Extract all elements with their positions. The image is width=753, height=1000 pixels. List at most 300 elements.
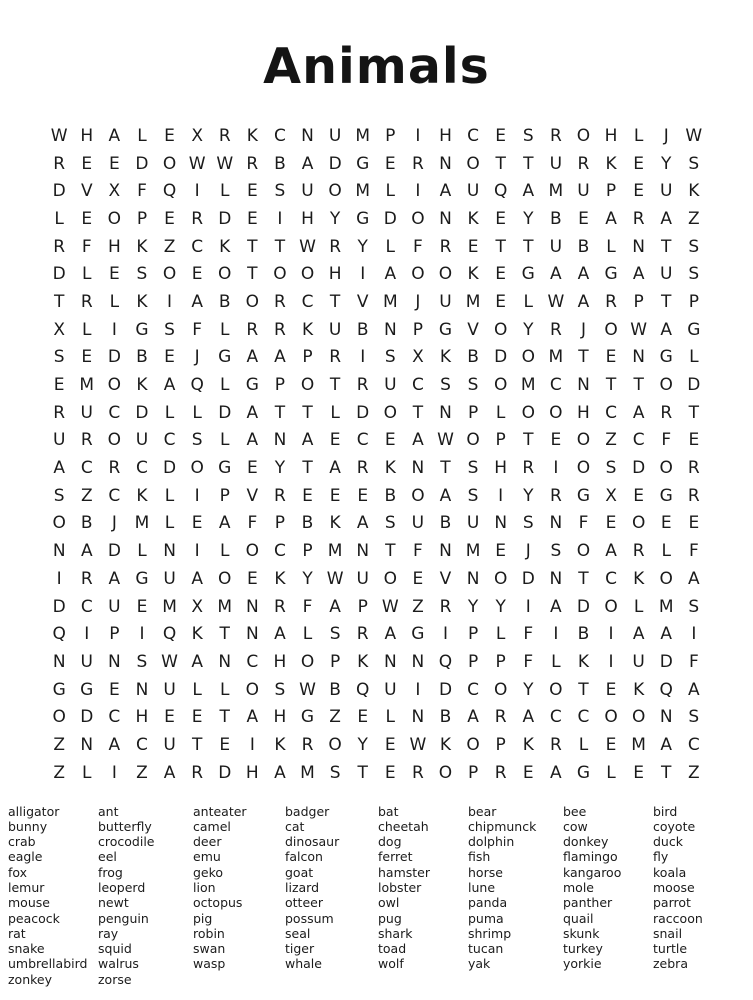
grid-letter: S: [688, 707, 700, 728]
grid-letter: N: [466, 568, 480, 589]
grid-letter: F: [137, 181, 147, 202]
grid-letter: W: [161, 651, 178, 672]
word-list-item: toad: [378, 941, 407, 957]
grid-letter: S: [605, 458, 617, 479]
grid-letter: L: [385, 707, 396, 728]
grid-letter: K: [246, 125, 258, 146]
word-list-item: leoperd: [98, 879, 146, 895]
grid-letter: D: [521, 568, 535, 589]
grid-letter: E: [384, 430, 396, 451]
grid-letter: T: [578, 679, 589, 700]
word-list-item: skunk: [563, 925, 600, 941]
word-list-item: crocodile: [98, 834, 155, 850]
grid-letter: R: [246, 153, 259, 174]
word-list-item: seal: [285, 925, 311, 941]
grid-letter: E: [633, 762, 645, 783]
grid-letter: U: [163, 734, 176, 755]
word-list-item: owl: [378, 895, 400, 911]
grid-letter: A: [301, 430, 314, 451]
grid-letter: K: [301, 319, 314, 340]
grid-letter: B: [439, 513, 452, 534]
grid-letter: D: [107, 541, 121, 562]
grid-letter: T: [688, 402, 700, 423]
grid-letter: G: [245, 375, 259, 396]
grid-letter: C: [467, 125, 480, 146]
grid-letter: R: [577, 153, 590, 174]
word-list-item: duck: [653, 834, 683, 850]
grid-letter: I: [84, 624, 90, 645]
grid-letter: N: [577, 375, 590, 396]
grid-letter: Q: [162, 624, 177, 645]
grid-letter: L: [192, 402, 202, 423]
word-list-column: [98, 804, 193, 988]
grid-letter: T: [633, 375, 644, 396]
grid-letter: L: [219, 319, 230, 340]
grid-letter: U: [163, 679, 176, 700]
grid-letter: B: [301, 513, 314, 534]
grid-letter: R: [632, 541, 645, 562]
word-list-item: lune: [468, 879, 496, 895]
grid-letter: N: [135, 679, 149, 700]
grid-letter: U: [80, 402, 93, 423]
grid-letter: H: [494, 458, 508, 479]
grid-letter: M: [631, 734, 646, 755]
grid-letter: Y: [357, 734, 368, 755]
grid-letter: S: [329, 624, 341, 645]
word-list-item: kangaroo: [563, 864, 622, 880]
word-list-item: peacock: [8, 910, 60, 926]
grid-letter: M: [548, 181, 564, 202]
grid-letter: L: [219, 541, 230, 562]
grid-letter: L: [330, 402, 340, 423]
word-list-item: swan: [193, 941, 226, 957]
grid-letter: K: [467, 264, 479, 285]
grid-letter: L: [219, 181, 230, 202]
grid-letter: A: [439, 181, 452, 202]
grid-letter: L: [137, 125, 147, 146]
grid-letter: T: [412, 402, 424, 423]
grid-letter: C: [605, 402, 617, 423]
grid-letter: A: [688, 568, 700, 589]
grid-letter: Z: [53, 734, 65, 755]
grid-letter: A: [550, 264, 562, 285]
grid-letter: R: [687, 485, 700, 506]
grid-letter: E: [164, 208, 175, 229]
grid-letter: T: [329, 375, 341, 396]
grid-letter: E: [164, 125, 175, 146]
grid-letter: R: [53, 153, 66, 174]
grid-letter: O: [218, 264, 232, 285]
grid-letter: R: [356, 458, 369, 479]
word-list-item: anteater: [193, 803, 247, 819]
word-list-item: ray: [98, 925, 119, 941]
grid-letter: X: [108, 181, 121, 202]
grid-letter: U: [466, 513, 480, 534]
grid-letter: R: [494, 762, 507, 783]
grid-letter: A: [274, 347, 286, 368]
grid-letter: T: [329, 291, 341, 312]
grid-letter: O: [631, 513, 646, 534]
grid-letter: C: [605, 568, 617, 589]
grid-letter: E: [633, 153, 645, 174]
grid-letter: A: [274, 762, 286, 783]
grid-letter: U: [328, 125, 342, 146]
grid-letter: I: [608, 651, 614, 672]
grid-letter: B: [329, 679, 341, 700]
grid-letter: M: [658, 596, 674, 617]
grid-letter: A: [412, 430, 424, 451]
grid-letter: A: [605, 208, 617, 229]
grid-letter: J: [194, 347, 200, 368]
grid-letter: S: [164, 319, 175, 340]
grid-letter: N: [439, 208, 452, 229]
grid-letter: I: [167, 291, 173, 312]
grid-letter: Z: [412, 596, 424, 617]
grid-letter: D: [163, 458, 177, 479]
grid-letter: E: [53, 375, 65, 396]
grid-letter: E: [191, 513, 203, 534]
grid-letter: Y: [523, 679, 534, 700]
grid-letter: C: [163, 430, 176, 451]
grid-letter: R: [274, 319, 286, 340]
grid-letter: L: [82, 762, 92, 783]
grid-letter: A: [632, 624, 645, 645]
grid-letter: O: [576, 458, 591, 479]
grid-letter: W: [437, 430, 454, 451]
grid-letter: R: [549, 734, 562, 755]
grid-letter: O: [273, 264, 287, 285]
grid-letter: W: [50, 125, 68, 146]
grid-letter: R: [274, 596, 286, 617]
grid-letter: E: [384, 153, 396, 174]
grid-letter: O: [52, 513, 66, 534]
grid-letter: H: [135, 707, 149, 728]
grid-letter: A: [356, 513, 369, 534]
grid-letter: S: [440, 375, 451, 396]
grid-letter: I: [553, 624, 559, 645]
grid-letter: H: [273, 651, 287, 672]
grid-letter: R: [53, 402, 66, 423]
word-list-item: otteer: [285, 895, 323, 911]
word-list-item: goat: [285, 864, 314, 880]
grid-letter: C: [549, 707, 562, 728]
grid-letter: B: [80, 513, 93, 534]
grid-letter: N: [80, 734, 94, 755]
grid-letter: X: [53, 319, 65, 340]
grid-letter: B: [274, 153, 286, 174]
grid-letter: C: [80, 458, 93, 479]
grid-letter: M: [465, 291, 481, 312]
grid-letter: L: [495, 624, 506, 645]
grid-letter: C: [136, 458, 148, 479]
grid-letter: O: [107, 430, 122, 451]
word-list-item: zonkey: [8, 971, 53, 987]
letter-grid: [0, 122, 753, 787]
grid-letter: Q: [659, 679, 673, 700]
grid-letter: B: [218, 291, 231, 312]
grid-letter: L: [164, 485, 175, 506]
grid-letter: C: [108, 485, 121, 506]
grid-letter: O: [631, 707, 646, 728]
grid-letter: T: [385, 541, 396, 562]
grid-letter: D: [383, 208, 397, 229]
grid-letter: A: [191, 568, 203, 589]
grid-letter: E: [219, 734, 231, 755]
grid-letter: M: [79, 375, 95, 396]
grid-letter: J: [415, 291, 421, 312]
grid-letter: E: [81, 153, 93, 174]
grid-letter: E: [384, 762, 396, 783]
grid-letter: L: [385, 236, 396, 257]
grid-letter: S: [136, 651, 148, 672]
grid-letter: O: [466, 430, 480, 451]
grid-letter: R: [439, 236, 452, 257]
grid-letter: K: [577, 651, 590, 672]
grid-letter: E: [246, 458, 258, 479]
word-list: [0, 804, 753, 988]
grid-letter: Y: [523, 319, 534, 340]
grid-letter: O: [604, 319, 618, 340]
grid-letter: Q: [438, 651, 453, 672]
grid-letter: C: [467, 679, 480, 700]
grid-letter: L: [164, 402, 175, 423]
grid-letter: N: [52, 541, 66, 562]
word-list-item: fish: [468, 849, 491, 865]
grid-letter: O: [493, 375, 508, 396]
grid-letter: A: [660, 734, 673, 755]
grid-letter: O: [549, 679, 563, 700]
grid-letter: E: [467, 236, 479, 257]
grid-letter: E: [164, 707, 175, 728]
grid-letter: O: [52, 707, 66, 728]
word-list-item: whale: [285, 956, 322, 972]
grid-letter: F: [413, 541, 423, 562]
word-list-column: [468, 804, 563, 988]
grid-letter: Y: [357, 236, 368, 257]
word-list-item: snake: [8, 941, 45, 957]
grid-letter: I: [111, 319, 117, 340]
grid-letter: K: [357, 651, 369, 672]
grid-letter: P: [467, 651, 479, 672]
grid-letter: E: [164, 347, 175, 368]
grid-letter: A: [632, 264, 645, 285]
grid-letter: S: [467, 458, 479, 479]
grid-letter: T: [302, 402, 313, 423]
grid-letter: Z: [329, 707, 341, 728]
grid-letter: Q: [356, 679, 370, 700]
grid-letter: T: [247, 264, 258, 285]
grid-letter: P: [274, 513, 286, 534]
grid-letter: O: [604, 596, 618, 617]
grid-letter: J: [525, 541, 531, 562]
grid-letter: H: [439, 125, 452, 146]
grid-letter: N: [439, 541, 452, 562]
grid-letter: R: [605, 291, 617, 312]
grid-letter: R: [522, 458, 535, 479]
grid-letter: E: [550, 430, 562, 451]
grid-letter: U: [549, 153, 563, 174]
word-list-column: [563, 804, 653, 988]
grid-letter: M: [355, 181, 371, 202]
grid-letter: N: [439, 402, 452, 423]
grid-letter: T: [661, 236, 672, 257]
grid-letter: T: [523, 236, 534, 257]
grid-letter: R: [632, 208, 645, 229]
grid-letter: W: [299, 236, 316, 257]
grid-letter: U: [384, 375, 397, 396]
grid-letter: I: [415, 679, 421, 700]
grid-letter: C: [108, 707, 121, 728]
grid-letter: L: [302, 624, 313, 645]
grid-letter: R: [274, 485, 286, 506]
grid-letter: H: [245, 762, 259, 783]
grid-letter: U: [384, 679, 397, 700]
grid-letter: D: [218, 762, 232, 783]
grid-letter: A: [467, 707, 479, 728]
grid-letter: U: [356, 568, 369, 589]
grid-letter: G: [438, 319, 453, 340]
grid-letter: T: [247, 236, 258, 257]
word-list-item: moose: [653, 879, 695, 895]
word-list-column: [285, 804, 378, 988]
grid-letter: M: [548, 347, 564, 368]
grid-letter: A: [660, 624, 673, 645]
word-list-item: turkey: [563, 941, 603, 957]
grid-letter: B: [384, 485, 397, 506]
grid-letter: H: [80, 125, 94, 146]
grid-letter: Z: [136, 762, 148, 783]
grid-letter: R: [108, 458, 121, 479]
grid-letter: H: [328, 264, 342, 285]
grid-letter: U: [411, 513, 425, 534]
grid-letter: E: [357, 485, 369, 506]
grid-letter: W: [409, 734, 427, 755]
grid-letter: E: [495, 291, 507, 312]
grid-letter: D: [328, 153, 342, 174]
grid-letter: O: [162, 153, 177, 174]
word-list-item: zorse: [98, 971, 132, 987]
grid-letter: A: [246, 402, 259, 423]
grid-letter: O: [300, 651, 315, 672]
grid-letter: S: [274, 679, 286, 700]
grid-letter: G: [135, 319, 149, 340]
grid-letter: O: [245, 541, 260, 562]
grid-letter: P: [219, 485, 230, 506]
grid-letter: B: [439, 707, 452, 728]
grid-letter: R: [329, 236, 342, 257]
word-list-item: turtle: [653, 941, 688, 957]
grid-letter: D: [135, 153, 149, 174]
grid-letter: G: [356, 153, 370, 174]
grid-letter: R: [549, 485, 562, 506]
word-list-item: cheetah: [378, 818, 429, 834]
grid-letter: M: [520, 375, 536, 396]
grid-letter: R: [549, 319, 562, 340]
word-list-item: frog: [98, 864, 123, 880]
grid-letter: G: [218, 458, 232, 479]
grid-letter: R: [660, 402, 673, 423]
grid-letter: N: [218, 651, 232, 672]
grid-letter: R: [549, 125, 562, 146]
grid-letter: G: [135, 568, 149, 589]
grid-letter: I: [415, 181, 421, 202]
grid-letter: P: [357, 596, 368, 617]
grid-letter: N: [383, 651, 397, 672]
grid-letter: N: [52, 651, 66, 672]
grid-letter: T: [219, 624, 230, 645]
grid-letter: Z: [53, 762, 65, 783]
grid-letter: J: [111, 513, 117, 534]
grid-letter: E: [329, 430, 341, 451]
word-list-item: quail: [563, 910, 594, 926]
word-list-item: cat: [285, 818, 305, 834]
grid-letter: L: [523, 291, 533, 312]
grid-letter: P: [302, 347, 313, 368]
grid-letter: N: [439, 153, 452, 174]
grid-letter: I: [498, 485, 504, 506]
grid-letter: G: [356, 208, 370, 229]
grid-letter: O: [328, 734, 342, 755]
grid-letter: F: [688, 541, 699, 562]
grid-letter: B: [577, 624, 590, 645]
grid-letter: X: [412, 347, 424, 368]
word-list-item: bird: [653, 803, 678, 819]
grid-letter: K: [633, 568, 645, 589]
grid-letter: N: [632, 347, 645, 368]
grid-letter: B: [467, 347, 479, 368]
grid-letter: J: [580, 319, 586, 340]
word-list-item: shark: [378, 925, 413, 941]
word-list-item: bat: [378, 803, 399, 819]
grid-letter: S: [467, 375, 479, 396]
grid-letter: T: [53, 291, 65, 312]
grid-letter: L: [551, 651, 561, 672]
grid-letter: S: [329, 762, 341, 783]
grid-letter: W: [299, 679, 316, 700]
grid-letter: S: [136, 264, 148, 285]
grid-letter: G: [521, 264, 535, 285]
grid-letter: O: [162, 264, 177, 285]
grid-letter: F: [81, 236, 92, 257]
grid-letter: D: [52, 264, 66, 285]
grid-letter: P: [136, 208, 148, 229]
grid-letter: U: [52, 430, 66, 451]
grid-letter: S: [53, 485, 65, 506]
grid-letter: A: [577, 264, 590, 285]
grid-letter: O: [493, 319, 508, 340]
grid-letter: N: [301, 125, 314, 146]
word-list-item: newt: [98, 895, 129, 911]
grid-letter: L: [82, 319, 92, 340]
grid-letter: R: [218, 125, 231, 146]
grid-letter: T: [495, 153, 506, 174]
grid-letter: O: [383, 568, 397, 589]
grid-letter: R: [191, 762, 204, 783]
word-list-item: panda: [468, 895, 508, 911]
grid-letter: R: [411, 762, 424, 783]
grid-letter: F: [302, 596, 313, 617]
grid-letter: D: [135, 402, 149, 423]
grid-letter: S: [384, 347, 396, 368]
grid-letter: T: [523, 430, 534, 451]
grid-letter: K: [136, 291, 148, 312]
grid-letter: Z: [163, 236, 176, 257]
grid-letter: L: [109, 291, 120, 312]
grid-letter: G: [300, 707, 315, 728]
grid-letter: A: [301, 153, 314, 174]
grid-letter: C: [577, 707, 590, 728]
grid-letter: A: [329, 458, 341, 479]
